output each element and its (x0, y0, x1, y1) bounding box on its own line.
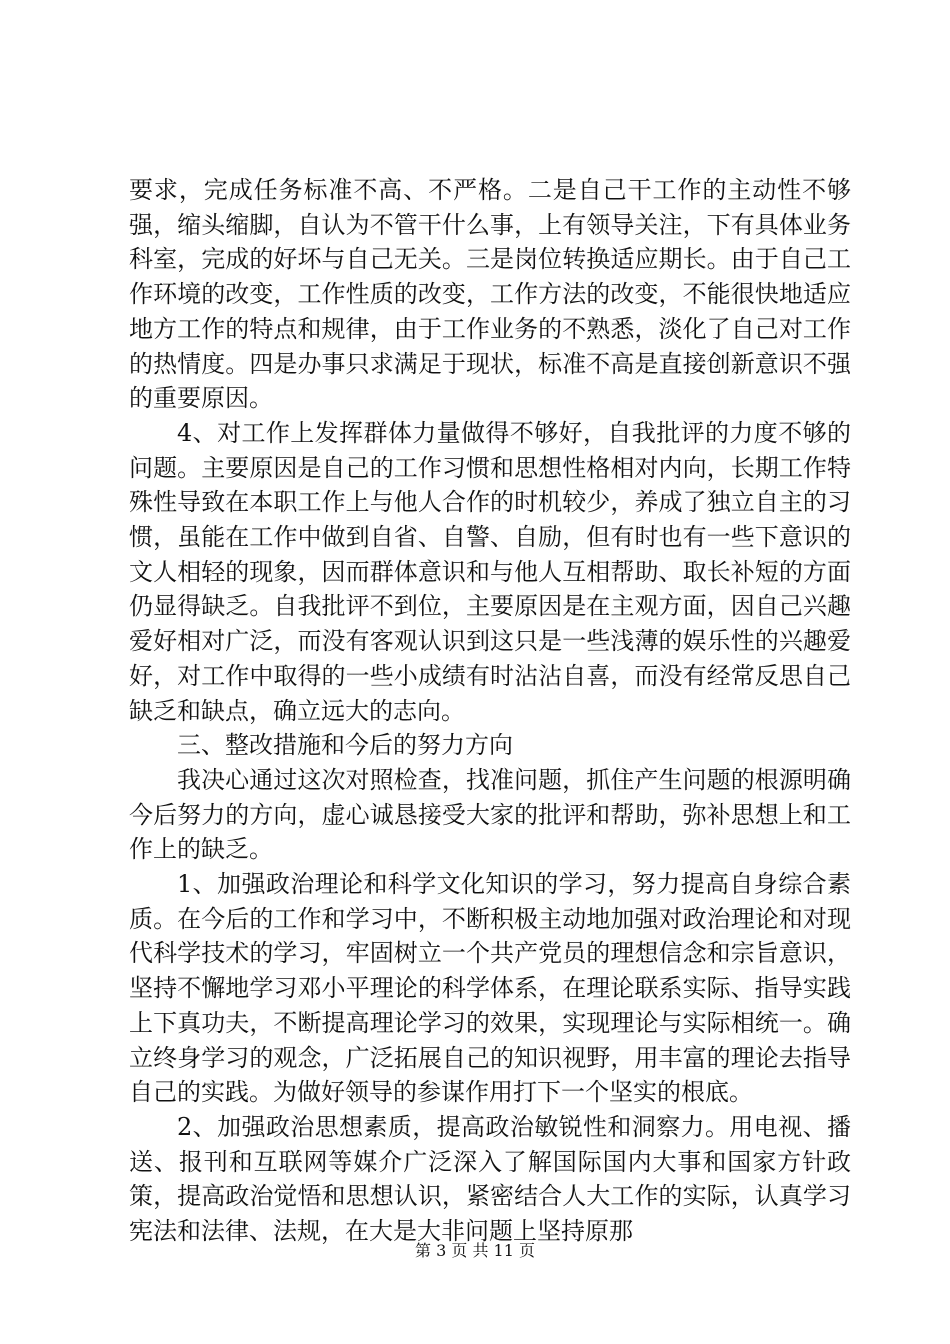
document-body (129, 173, 851, 1249)
paragraph-4: 我决心通过这次对照检查，找准问题，抓住产生问题的根源明确今后努力的方向，虚心诚恳接受大家的批评和帮助，弥补思想上和工作上的缺乏。 (129, 765, 851, 864)
paragraph-1: 要求，完成任务标准不高、不严格。二是自己干工作的主动性不够强，缩头缩脚，自认为不管干什么事，上有领导关注，下有具体业务科室，完成的好坏与自己无关。三是岗位转换适应期长。由于自己工作环境的改变，工作性质的改变，工作方法的改变，不能很快地适应地方工作的特点和规律，由于工作业务的不熟悉，淡化了自己对工作的热情度。四是办事只求满足于现状，标准不高是直接创新意识不强的重要原因。 (129, 176, 851, 413)
paragraph-6: 2、加强政治思想素质，提高政治敏锐性和洞察力。用电视、播送、报刊和互联网等媒介广泛深入了解国际国内大事和国家方针政策，提高政治觉悟和思想认识，紧密结合人大工作的实际，认真学习宪法和法律、法规，在大是大非问题上坚持原那 (129, 1112, 851, 1246)
section-heading-3: 三、整改措施和今后的努力方向 (177, 731, 513, 760)
paragraph-2: 4、对工作上发挥群体力量做得不够好，自我批评的力度不够的问题。主要原因是自己的工作习惯和思想性格相对内向，长期工作特殊性导致在本职工作上与他人合作的时机较少，养成了独立自主的习惯，虽能在工作中做到自省、自警、自励，但有时也有一些下意识的文人相轻的现象，因而群体意识和与他人互相帮助、取长补短的方面仍显得缺乏。自我批评不到位，主要原因是在主观方面，因自己兴趣爱好相对广泛，而没有客观认识到这只是一些浅薄的娱乐性的兴趣爱好，对工作中取得的一些小成绩有时沾沾自喜，而没有经常反思自己缺乏和缺点，确立远大的志向。 (129, 418, 851, 725)
paragraph-5: 1、加强政治理论和科学文化知识的学习，努力提高自身综合素质。在今后的工作和学习中，不断积极主动地加强对政治理论和对现代科学技术的学习，牢固树立一个共产党员的理想信念和宗旨意识，坚持不懈地学习邓小平理论的科学体系，在理论联系实际、指导实践上下真功夫，不断提高理论学习的效果，实现理论与实际相统一。确立终身学习的观念，广泛拓展自己的知识视野，用丰富的理论去指导自己的实践。为做好领导的参谋作用打下一个坚实的根底。 (129, 870, 851, 1107)
page-footer: 第 3 页 共 11 页 (415, 1241, 535, 1260)
